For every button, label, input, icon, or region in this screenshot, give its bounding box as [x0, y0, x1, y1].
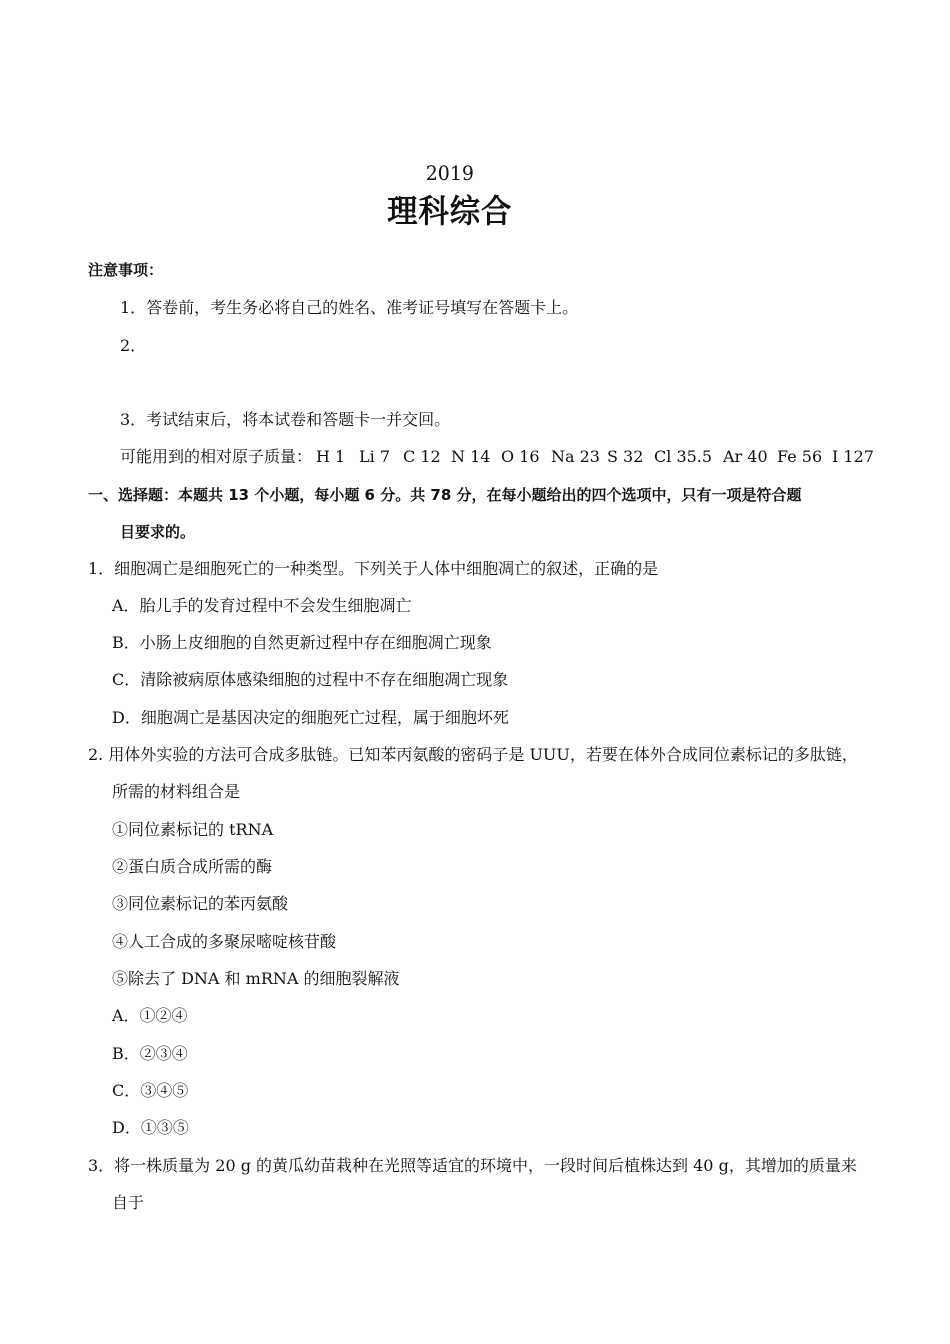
- atomic-mass: S 32: [607, 447, 644, 466]
- question-2-statement-3: ③同位素标记的苯丙氨酸: [112, 894, 289, 913]
- atomic-mass: I 127: [832, 447, 874, 466]
- atomic-mass: Fe 56: [777, 447, 823, 466]
- question-2-stem-line1: 2. 用体外实验的方法可合成多肽链。已知苯丙氨酸的密码子是 UUU，若要在体外合成同位素标记的多肽链，: [88, 745, 858, 764]
- atomic-mass: Cl 35.5: [654, 447, 713, 466]
- atomic-mass: C 12: [403, 447, 441, 466]
- section-heading-line1: 一、选择题：本题共 13 个小题，每小题 6 分。共 78 分，在每小题给出的四个选项中，只有一项是符合题: [88, 486, 802, 504]
- question-3-stem-line1: 3．将一株质量为 20 g 的黄瓜幼苗栽种在光照等适宜的环境中，一段时间后植株达到 40 g，其增加的质量来: [88, 1156, 857, 1175]
- question-1-option-d: D．细胞凋亡是基因决定的细胞死亡过程，属于细胞坏死: [112, 708, 509, 727]
- notice-heading: 注意事项：: [88, 261, 164, 279]
- atomic-mass: N 14: [451, 447, 491, 466]
- question-2-statement-2: ②蛋白质合成所需的酶: [112, 857, 273, 876]
- notice-item-3: 3．考试结束后，将本试卷和答题卡一并交回。: [120, 410, 451, 429]
- question-2-option-a: A．①②④: [112, 1006, 188, 1025]
- question-3-stem-line2: 自于: [112, 1193, 145, 1212]
- question-2-stem-line2: 所需的材料组合是: [112, 782, 241, 801]
- atomic-masses-label: 可能用到的相对原子质量：: [120, 447, 313, 466]
- question-2-option-d: D．①③⑤: [112, 1118, 189, 1137]
- exam-year: 2019: [425, 161, 474, 185]
- section-heading-line2: 目要求的。: [120, 523, 196, 541]
- question-2-statement-1: ①同位素标记的 tRNA: [112, 820, 274, 839]
- notice-item-1: 1．答卷前，考生务必将自己的姓名、准考证号填写在答题卡上。: [120, 298, 579, 317]
- question-2-option-c: C．③④⑤: [112, 1081, 189, 1100]
- question-1-option-a: A．胎儿手的发育过程中不会发生细胞凋亡: [112, 596, 412, 615]
- question-2-statement-5: ⑤除去了 DNA 和 mRNA 的细胞裂解液: [112, 969, 400, 988]
- atomic-mass: O 16: [501, 447, 540, 466]
- question-1-stem: 1．细胞凋亡是细胞死亡的一种类型。下列关于人体中细胞凋亡的叙述，正确的是: [88, 559, 659, 578]
- exam-title: 理科综合: [387, 192, 513, 230]
- atomic-mass: H 1: [316, 447, 346, 466]
- atomic-mass: Ar 40: [723, 447, 768, 466]
- question-2-option-b: B．②③④: [112, 1044, 188, 1063]
- atomic-masses: [120, 447, 874, 467]
- question-1-option-c: C．清除被病原体感染细胞的过程中不存在细胞凋亡现象: [112, 670, 509, 689]
- notice-item-2: 2．: [120, 336, 147, 355]
- question-2-statement-4: ④人工合成的多聚尿嘧啶核苷酸: [112, 932, 337, 951]
- question-1-option-b: B．小肠上皮细胞的自然更新过程中存在细胞凋亡现象: [112, 633, 492, 652]
- atomic-mass: Li 7: [359, 447, 391, 466]
- atomic-mass: Na 23: [551, 447, 600, 466]
